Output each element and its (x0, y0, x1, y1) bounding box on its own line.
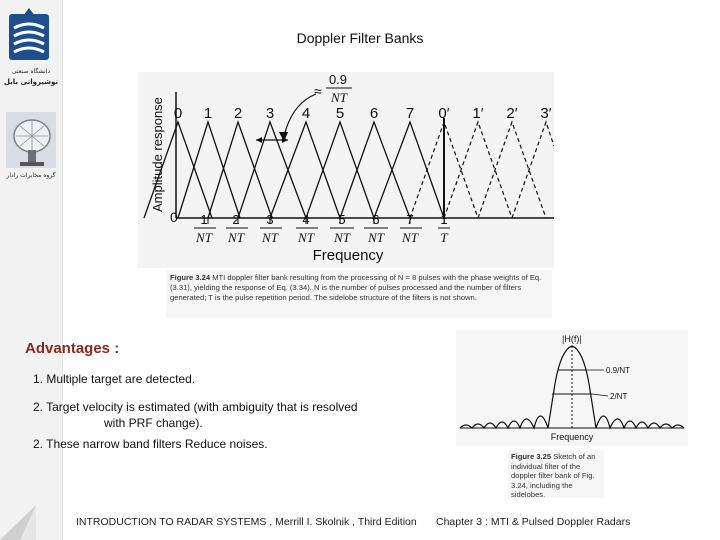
bottom-den-2: NT (228, 230, 244, 245)
bottom-num-8: 1 (440, 212, 448, 227)
annot-prefix: ≈ (314, 83, 322, 99)
annot-den: NT (331, 90, 347, 105)
figure2-label-09: 0.9/NT (606, 366, 631, 375)
bottom-num-4: 4 (302, 212, 310, 227)
figure2-xlabel: Frequency (550, 432, 594, 442)
bottom-den-8: T (440, 230, 448, 245)
bottom-den-3: NT (262, 230, 278, 245)
top-label-6: 6 (369, 105, 379, 122)
university-logo (6, 6, 52, 62)
sidebar (0, 0, 63, 540)
figure2-caption-label: Figure 3.25 (511, 452, 552, 461)
footer-reference: INTRODUCTION TO RADAR SYSTEMS , Merrill I. Skolnik , Third Edition (76, 516, 417, 528)
bottom-num-6: 6 (372, 212, 380, 227)
bottom-den-1: NT (196, 230, 212, 245)
bottom-num-7: 7 (406, 212, 414, 227)
top-label-1: 1 (203, 105, 213, 122)
top-label-3p: 3′ (540, 105, 552, 122)
slide-title: Doppler Filter Banks (296, 30, 424, 46)
advantages-heading: Advantages : (25, 340, 120, 357)
figure1-xlabel: Frequency (312, 247, 384, 264)
annot-num: 0.9 (328, 72, 348, 87)
bottom-num-2: 2 (232, 212, 240, 227)
figure1-ylabel: Amplitude response (150, 97, 165, 212)
bottom-label-0: 0 (170, 209, 178, 225)
doppler-filter-bank-figure (138, 72, 554, 268)
advantage-item-2-cont: with PRF change). (104, 416, 203, 430)
figure2-label-2: 2/NT (610, 392, 628, 401)
advantage-item-3: 2. These narrow band filters Reduce noises. (33, 437, 268, 451)
filter-lobes-dashed (410, 122, 554, 218)
page-fold-decoration (0, 505, 36, 540)
figure1-caption-label: Figure 3.24 (170, 273, 211, 282)
advantage-item-1: 1. Multiple target are detected. (33, 372, 196, 386)
figure2-ylabel: |H(f)| (562, 334, 582, 344)
university-name-line1: دانشگاه صنعتی (11, 68, 51, 75)
top-label-1p: 1′ (472, 105, 484, 122)
figure2-caption (508, 450, 604, 498)
top-label-3: 3 (265, 105, 275, 122)
top-label-7: 7 (405, 105, 415, 122)
filter-lobes-solid (144, 122, 444, 218)
top-label-2p: 2′ (506, 105, 518, 122)
group-label: گروه مخابرات رادار (6, 172, 56, 179)
bottom-den-5: NT (334, 230, 350, 245)
figure2-caption-text: Sketch of an individual filter of the doppler filter bank of Fig. 3.24, including the sidelobes. (511, 452, 596, 500)
single-filter-figure (456, 330, 688, 446)
bottom-num-3: 3 (266, 212, 274, 227)
top-label-0: 0 (173, 105, 183, 122)
figure1-caption (166, 270, 552, 318)
bottom-den-6: NT (368, 230, 384, 245)
university-name-line2: نوشیروانی بابل (3, 78, 59, 86)
top-label-2: 2 (233, 105, 243, 122)
footer-chapter: Chapter 3 : MTI & Pulsed Doppler Radars (436, 516, 631, 528)
top-label-4: 4 (301, 105, 311, 122)
bottom-num-5: 5 (338, 212, 346, 227)
bottom-den-7: NT (402, 230, 418, 245)
top-label-0p: 0′ (438, 105, 450, 122)
figure1-caption-text: MTI doppler filter bank resulting from the processing of N = 8 pulses with the phase weights of Eq. (3.31), yielding the response of Eq. (3.34). N is the number of pulses processed and the number of filters generated; T is the pulse repetition period. The sidelobe structure of the filters is not shown. (170, 273, 542, 302)
top-label-5: 5 (335, 105, 345, 122)
bottom-den-4: NT (298, 230, 314, 245)
radar-dish-icon (6, 112, 56, 168)
bottom-num-1: 1 (200, 212, 208, 227)
advantage-item-2: 2. Target velocity is estimated (with ambiguity that is resolved (33, 400, 358, 414)
